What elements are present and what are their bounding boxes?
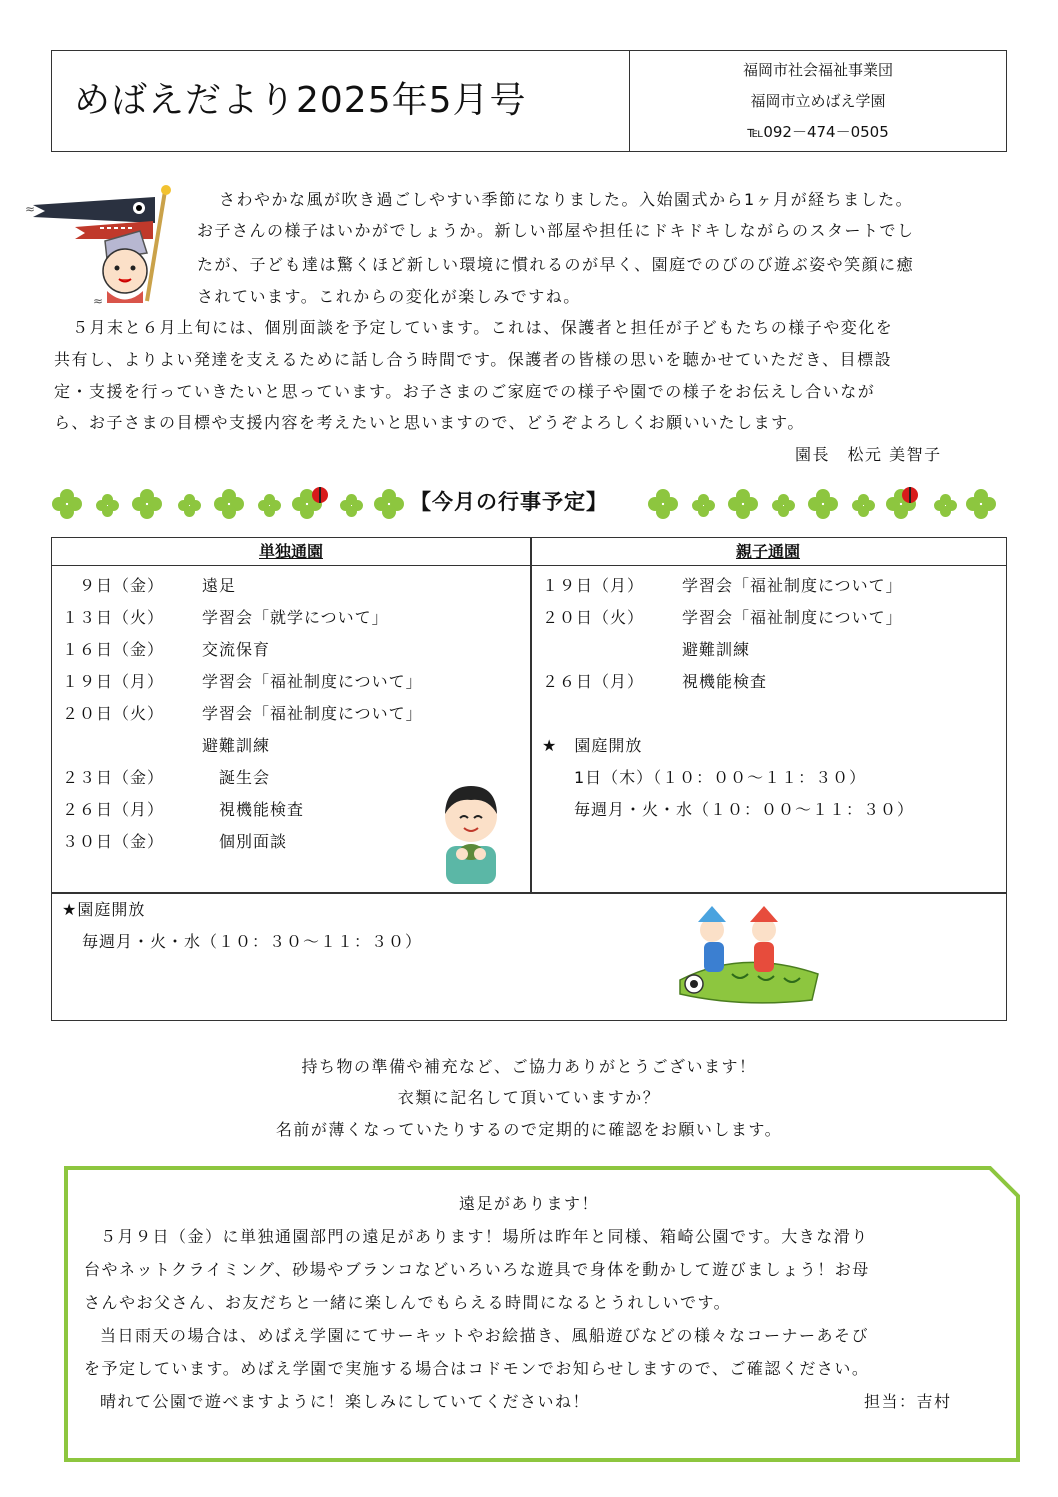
outing-line-1: ５月９日（金）に単独通園部門の遠足があります！場所は昨年と同様、箱崎公園です。大きな滑り	[100, 1227, 869, 1246]
kids-on-carp-illustration	[672, 904, 822, 1006]
schedule-row: ２６日（月） 視機能検査	[62, 800, 305, 819]
intro-line-4: されています。これからの変化が楽しみですね。	[197, 287, 581, 306]
outing-line-4: 当日雨天の場合は、めばえ学園にてサーキットやお絵描き、風船遊びなどの様々なコーナーあそび	[100, 1326, 870, 1345]
labeling-note: 衣類に記名して頂いていますか？	[397, 1088, 661, 1107]
clover-icon	[132, 489, 162, 519]
svg-text:≈: ≈	[93, 294, 104, 308]
clover-icon	[258, 494, 282, 518]
intro-line-1: さわやかな風が吹き過ごしやすい季節になりました。入始園式から1ヶ月が経ちました。	[219, 190, 914, 209]
clover-icon	[648, 489, 678, 519]
outing-line-6: 晴れて公園で遊べますように！楽しみにしていてくださいね！	[100, 1392, 591, 1411]
intro-line-6: 共有し、よりよい発達を支えるために話し合う時間です。保護者の皆様の思いを聴かせていただき、目標設	[54, 350, 893, 369]
svg-text:≈: ≈	[25, 202, 36, 216]
intro-line-5: ５月末と６月上旬には、個別面談を予定しています。これは、保護者と担任が子どもたちの様子や変化を	[72, 318, 894, 337]
clover-icon	[772, 494, 796, 518]
schedule-row: １９日（月） 学習会「福祉制度について」	[62, 672, 423, 691]
outing-line-2: 台やネットクライミング、砂場やブランコなどいろいろな遊具で身体を動かして遊びましょう！お母	[84, 1260, 870, 1279]
intro-line-3: たが、子ども達は驚くほど新しい環境に慣れるのが早く、園庭でのびのび遊ぶ姿や笑顔に癒	[197, 255, 915, 274]
clover-icon	[934, 494, 958, 518]
clover-icon	[52, 489, 82, 519]
schedule-row: ２３日（金） 誕生会	[62, 768, 271, 787]
organization-info	[630, 51, 1006, 151]
outing-title: 遠足があります！	[458, 1194, 599, 1213]
schedule-row: ２０日（火） 学習会「福祉制度について」	[62, 704, 423, 723]
intro-line-8: ら、お子さまの目標や支援内容を考えたいと思いますので、どうぞよろしくお願いいたします。	[54, 413, 805, 432]
outing-line-3: さんやお父さん、お友だちと一緒に楽しんでもらえる時間になるとうれしいです。	[84, 1293, 732, 1312]
clover-icon	[340, 494, 364, 518]
clover-icon	[96, 494, 120, 518]
open-garden-title: ★園庭開放	[62, 900, 146, 919]
open-garden-line: 1日（木）（１０：００～１１：３０）	[574, 768, 867, 787]
clover-icon	[178, 494, 202, 518]
open-garden-line: 毎週月・火・水（１０：３０～１１：３０）	[82, 932, 423, 951]
smiling-boy-illustration	[436, 776, 506, 884]
clover-icon	[692, 494, 716, 518]
clover-icon	[214, 489, 244, 519]
org-name: 福岡市社会福祉事業団	[742, 61, 893, 79]
ladybug-icon	[902, 487, 918, 503]
ladybug-icon	[312, 487, 328, 503]
header-solo-attendance: 単独通園	[52, 538, 530, 566]
schedule-row: １６日（金） 交流保育	[62, 640, 271, 659]
check-note: 名前が薄くなっていたりするので定期的に確認をお願いします。	[275, 1120, 783, 1139]
school-name: 福岡市立めばえ学園	[750, 92, 886, 110]
clover-icon	[728, 489, 758, 519]
clover-icon	[852, 494, 876, 518]
clover-icon	[966, 489, 996, 519]
schedule-row: 避難訓練	[682, 640, 751, 659]
schedule-row: ９日（金） 遠足	[62, 576, 237, 595]
telephone: ℡092－474－0505	[747, 123, 889, 141]
newsletter-title: めばえだより2025年5月号	[52, 51, 630, 151]
column-divider	[530, 538, 532, 892]
clover-icon	[374, 489, 404, 519]
schedule-row: ３０日（金） 個別面談	[62, 832, 288, 851]
clover-icon	[808, 489, 838, 519]
events-title: 【今月の行事予定】	[410, 490, 608, 514]
intro-line-2: お子さんの様子はいかがでしょうか。新しい部屋や担任にドキドキしながらのスタートでし	[197, 221, 915, 240]
thanks-note: 持ち物の準備や補充など、ご協力ありがとうございます！	[301, 1057, 757, 1076]
outing-author: 担当：吉村	[864, 1392, 952, 1411]
open-garden-title: ★ 園庭開放	[542, 736, 643, 755]
intro-line-7: 定・支援を行っていきたいと思っています。お子さまのご家庭での様子や園での様子をお伝えし合いなが	[54, 382, 876, 401]
row-divider	[52, 892, 1006, 894]
open-garden-line: 毎週月・火・水（１０：００～１１：３０）	[574, 800, 915, 819]
schedule-row: ２０日（火） 学習会「福祉制度について」	[542, 608, 903, 627]
koinobori-boy-illustration	[15, 183, 190, 308]
outing-line-5: を予定しています。めばえ学園で実施する場合はコドモンでお知らせしますので、ご確認ください。	[84, 1359, 870, 1378]
schedule-table	[51, 537, 1007, 1021]
principal-signature: 園長 松元 美智子	[795, 445, 942, 464]
schedule-row: １９日（月） 学習会「福祉制度について」	[542, 576, 903, 595]
schedule-row: 避難訓練	[202, 736, 271, 755]
schedule-row: ２６日（月） 視機能検査	[542, 672, 768, 691]
schedule-row: １３日（火） 学習会「就学について」	[62, 608, 389, 627]
header-box	[51, 50, 1007, 152]
header-parent-child-attendance: 親子通園	[530, 538, 1006, 566]
